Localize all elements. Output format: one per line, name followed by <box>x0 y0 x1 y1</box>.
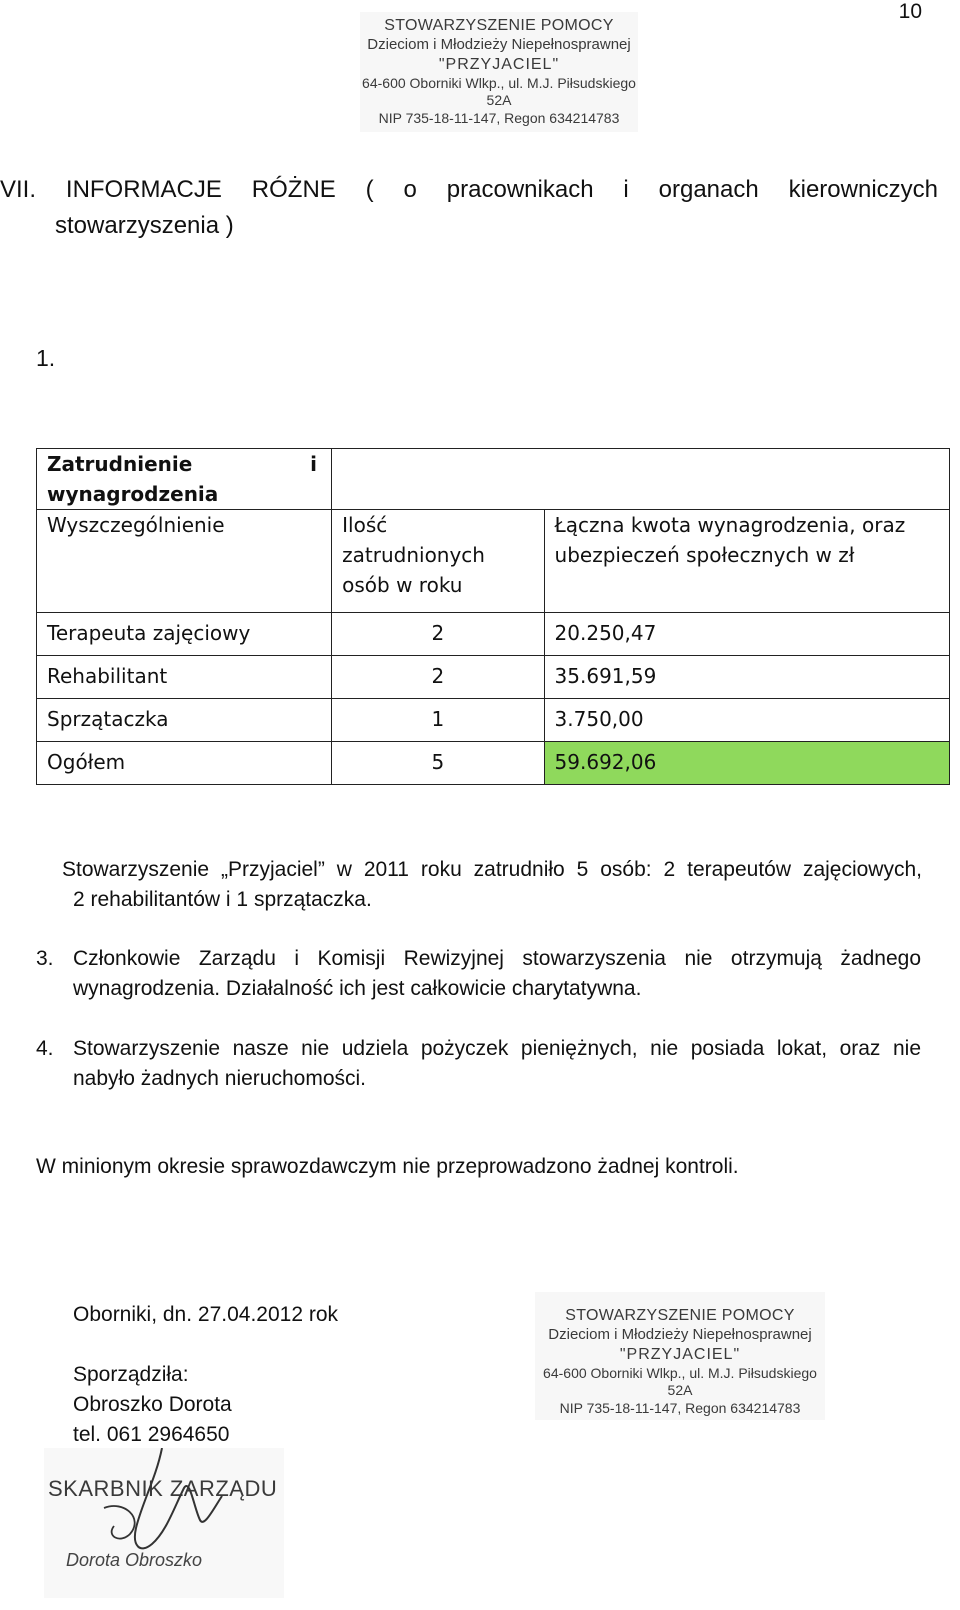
paragraph-employment-continued: 2 rehabilitantów i 1 sprzątaczka. <box>73 888 372 911</box>
table-row <box>37 699 950 742</box>
table-title: Zatrudnienie wynagrodzenia <box>37 449 332 510</box>
stamp-name-text: Dorota Obroszko <box>66 1550 203 1570</box>
stamp-line: "PRZYJACIEL" <box>438 55 560 73</box>
stamp-line: STOWARZYSZENIE POMOCY <box>565 1307 795 1324</box>
prepared-by-label: Sporządziła: <box>73 1363 189 1386</box>
row-label: Sprzątaczka <box>37 699 332 742</box>
paragraph-control: W minionym okresie sprawozdawczym nie przeprowadzono żadnej kontroli. <box>36 1155 739 1178</box>
section-heading-continued: stowarzyszenia ) <box>55 212 234 239</box>
signature-graphic <box>44 1448 284 1598</box>
paragraph-board-continued: wynagrodzenia. Działalność ich jest całkowicie charytatywna. <box>73 977 642 1000</box>
employment-table <box>36 448 950 785</box>
stamp-line: Dzieciom i Młodzieży Niepełnosprawnej <box>548 1326 812 1343</box>
section-heading: VII. INFORMACJE RÓŻNE ( o pracownikach i organach kierowniczych <box>0 176 938 203</box>
row-label: Ogółem <box>37 742 332 785</box>
row-count: 1 <box>332 699 544 742</box>
item-number: 1. <box>36 345 56 371</box>
stamp-line: 64-600 Oborniki Wlkp., ul. M.J. Piłsudskiego 52A <box>362 74 636 109</box>
prepared-by-name: Obroszko Dorota <box>73 1393 232 1416</box>
stamp-line: 64-600 Oborniki Wlkp., ul. M.J. Piłsudskiego 52A <box>543 1364 817 1399</box>
stamp-title-text: SKARBNIK ZARZĄDU <box>48 1476 278 1501</box>
date-line: Oborniki, dn. 27.04.2012 rok <box>73 1303 339 1326</box>
item-number: 3. <box>36 947 54 970</box>
paragraph-loans: Stowarzyszenie nasze nie udziela pożyczek pieniężnych, nie posiada lokat, oraz nie <box>73 1037 921 1060</box>
stamp-line: Dzieciom i Młodzieży Niepełnosprawnej <box>367 36 631 53</box>
treasurer-signature-stamp <box>44 1448 284 1598</box>
row-amount: 3.750,00 <box>544 699 949 742</box>
row-label: Rehabilitant <box>37 656 332 699</box>
header-cell: Ilość zatrudnionych osób w roku <box>332 510 544 613</box>
table-row <box>37 613 950 656</box>
row-amount: 20.250,47 <box>544 613 949 656</box>
row-count: 2 <box>332 613 544 656</box>
item-number: 4. <box>36 1037 54 1060</box>
association-stamp-bottom <box>535 1292 825 1420</box>
stamp-line: NIP 735-18-11-147, Regon 634214783 <box>378 109 620 126</box>
stamp-line: NIP 735-18-11-147, Regon 634214783 <box>559 1399 801 1416</box>
table-title-connector <box>310 449 950 510</box>
total-amount: 59.692,06 <box>544 742 949 785</box>
table-title-i: i <box>310 452 317 476</box>
row-label: Terapeuta zajęciowy <box>37 613 332 656</box>
row-amount: 35.691,59 <box>544 656 949 699</box>
table-title-row <box>37 449 950 510</box>
paragraph-loans-continued: nabyło żadnych nieruchomości. <box>73 1067 366 1090</box>
paragraph-board: Członkowie Zarządu i Komisji Rewizyjnej stowarzyszenia nie otrzymują żadnego <box>73 947 921 970</box>
stamp-line: STOWARZYSZENIE POMOCY <box>384 17 614 34</box>
association-stamp-top <box>360 12 638 132</box>
row-count: 2 <box>332 656 544 699</box>
table-header-row <box>37 510 950 613</box>
table-row <box>37 656 950 699</box>
header-cell: Wyszczególnienie <box>37 510 332 613</box>
page-number: 10 <box>898 0 922 23</box>
row-count: 5 <box>332 742 544 785</box>
header-cell: Łączna kwota wynagrodzenia, oraz ubezpieczeń społecznych w zł <box>544 510 949 613</box>
stamp-line: "PRZYJACIEL" <box>619 1345 741 1363</box>
paragraph-employment: Stowarzyszenie „Przyjaciel” w 2011 roku zatrudniło 5 osób: 2 terapeutów zajęciowych, <box>62 858 922 881</box>
phone-number: tel. 061 2964650 <box>73 1423 230 1446</box>
table-total-row <box>37 742 950 785</box>
